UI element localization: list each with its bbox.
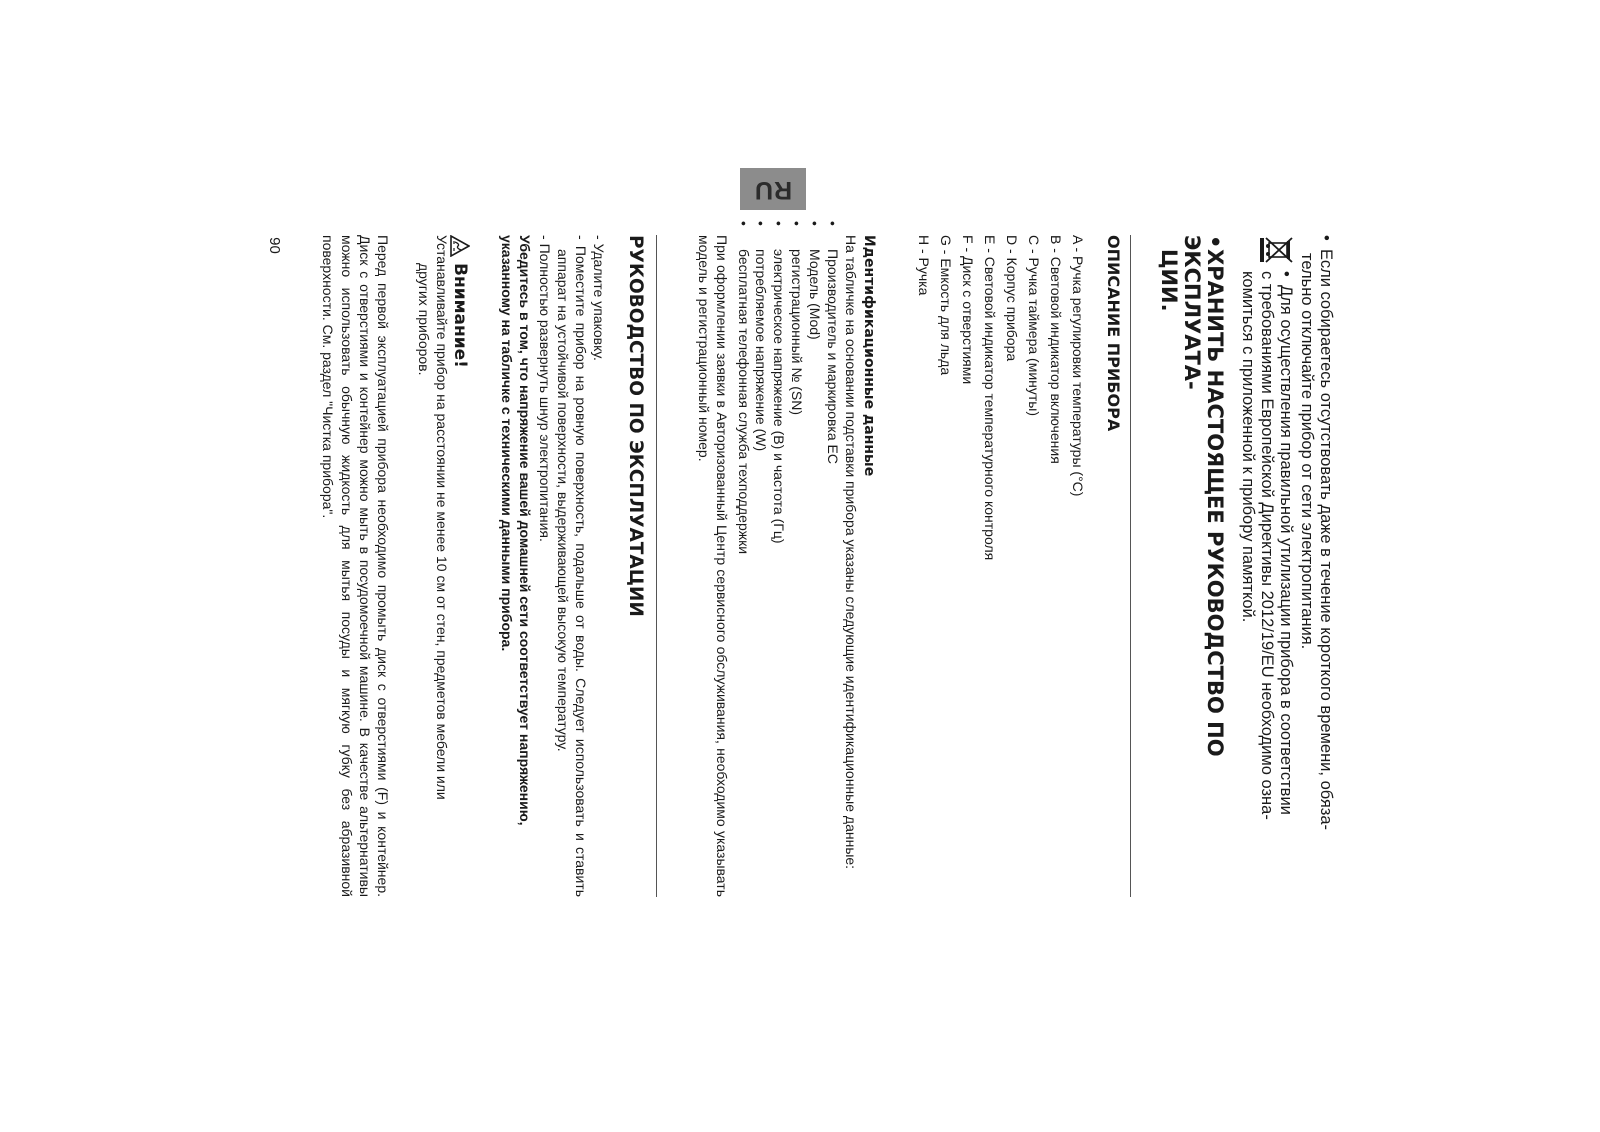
bullet-dot: • [825,221,842,226]
ident-item [823,221,842,897]
part-item: F - Диск с отверстиями [960,235,977,385]
weee-text1: Для осуществления правильной утилизации прибора в соответствии [1277,285,1296,815]
bullet-unplug-text1: Если собираетесь отсутствовать даже в течение короткого времени, обяза- [1317,249,1335,831]
warning-title: Внимание! [450,263,470,368]
ident-item-text: Модель (Mod) [807,249,824,340]
part-item: H - Ручка [916,235,933,296]
weee-bullet [1238,235,1295,897]
bullet-dot: • [735,221,752,226]
part-item: B - Световой индикатор включения [1048,235,1065,464]
bullet-dot: • [1203,235,1228,249]
weee-line2: с требованиями Европейской Директивы 2012/19/EU необходимо озна- [1258,271,1277,820]
warning-text [414,235,450,897]
usage-body [498,235,607,897]
usage-step-text: Полностью развернуть шнур электропитания. [537,243,554,542]
bullet-dot: • [807,221,824,226]
language-tab [740,168,806,210]
usage-step: - Поместите прибор на ровную поверхность, подальше от воды. Следует использовать и ставить аппарат на устойчивой поверхности, выдерживающей высокую температуру. [555,235,590,897]
weee-line1 [1276,271,1295,820]
ident-item [734,221,752,897]
ident-item-text: регистрационный № (SN) [789,249,806,416]
bullet-unplug-line2: тельно отключайте прибор от сети электропитания. [1298,253,1317,650]
part-item: E - Световой индикатор температурного контроля [982,235,999,561]
weee-line3: комиться с приложенной к прибору памяткой. [1239,271,1258,623]
cleaning-paragraph: Перед первой эксплуатацией прибора необходимо промыть диск с отверстиями (F) и контейнер. Диск с отверстиями и контейнер можно мыть в посудомоечной машине. В качестве альтернативы можно использовать обычную жидкость для мытья посуды и мягкую губку без абразивной поверхности. См. раздел "Чистка прибора". [320,235,391,897]
keep-manual-line1: ХРАНИТЬ НАСТОЯЩЕЕ РУКОВОДСТВО ПО ЭКСПЛУАТА- [1180,235,1228,757]
usage-step-text: Поместите прибор на ровную поверхность, подальше от воды. Следует использовать и ставить аппарат на устойчивой поверхности, выдерживающей высокую температуру. [555,245,590,897]
voltage-note: Убедитесь в том, что напряжение вашей домашней сети соответствует напряжению, указанному на табличке с техническими данными прибора. [499,235,534,826]
description-title: ОПИСАНИЕ ПРИБОРА [1104,235,1123,432]
keep-manual-notice [1157,235,1226,897]
bullet-dot: • [1277,271,1296,277]
identification-title: Идентификационные данные [861,235,877,477]
ident-item-text: бесплатная телефонная служба техподдержки [735,249,752,555]
rotated-text-column [265,221,1335,897]
part-item: A - Ручка регулировки температуры (°C) [1070,235,1086,497]
ident-item-text: электрическое напряжение (В) и частота (Гц) [771,249,788,544]
weee-text-block [1238,271,1295,820]
ident-item [787,221,806,897]
bullet-dot: • [753,221,770,226]
part-item: G - Емкость для льда [938,235,955,376]
warning-line2: других приборов. [416,263,433,376]
identification-note: При оформлении заявки в Авторизованный Центр сервисного обслуживания, необходимо указывать модель и регистрационный номер. [695,235,730,897]
part-item: C - Ручка таймера (минуты) [1026,235,1043,417]
bullet-dot: • [1317,235,1335,241]
identification-intro: На табличке на основании подставки прибора указаны следующие идентификационные данные: [843,235,859,870]
ident-item [805,221,824,897]
ident-item-text: потребляемое напряжение (W) [753,249,770,452]
part-item: D - Корпус прибора [1004,235,1021,362]
identification-body [694,221,859,897]
intro-block [1130,235,1335,897]
warning-header [450,235,470,897]
crossed-bin-icon [1259,235,1295,265]
bullet-dot: • [789,221,806,226]
page-number-label: 90 [265,236,283,254]
usage-step: - Удалите упаковку. [591,235,607,361]
ident-item-text: Производитель и маркировка ЕС [825,249,842,464]
usage-step-text: Удалите упаковку. [591,243,607,361]
warning-line1: Устанавливайте прибор на расстоянии не менее 10 см от стен, предметов мебели или [434,235,450,800]
language-tab-label: RU [753,175,793,204]
parts-list [912,235,1088,897]
bullet-dot: • [771,221,788,226]
keep-manual-line2: ЦИИ. [1156,249,1181,312]
divider-1 [1130,235,1131,897]
divider-2 [656,235,657,897]
usage-title: РУКОВОДСТВО ПО ЭКСПЛУАТАЦИИ [625,235,646,617]
warning-triangle-icon [450,235,470,257]
warning-block [414,235,470,897]
bullet-unplug-line1 [1316,235,1335,897]
ident-item [752,221,770,897]
ident-item [769,221,788,897]
usage-step: - Полностью развернуть шнур электропитания. [537,235,554,542]
